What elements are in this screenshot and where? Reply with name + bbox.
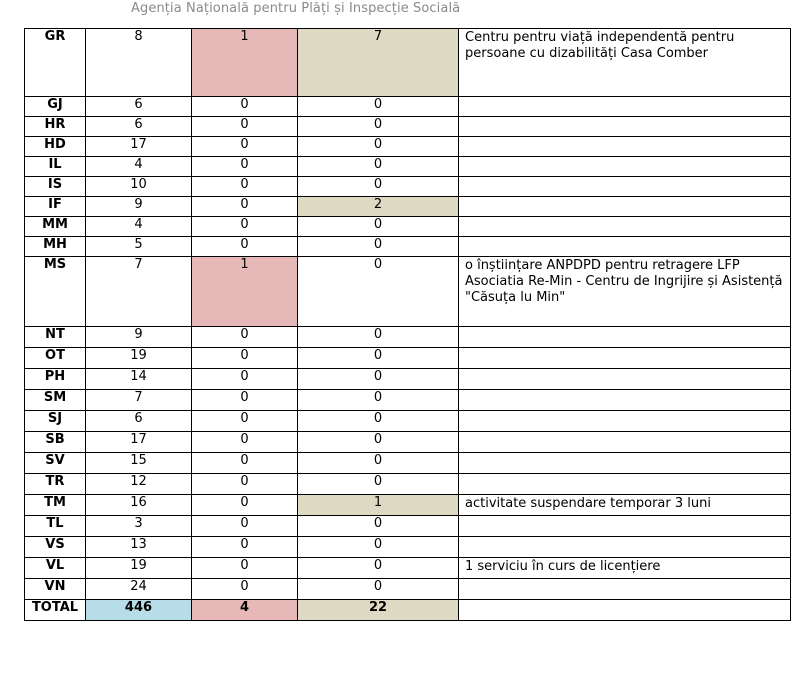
- county-code-cell: TL: [25, 516, 86, 537]
- total-count-cell: 6: [86, 117, 192, 137]
- col2-value-cell: 0: [192, 453, 298, 474]
- county-code-cell: GR: [25, 29, 86, 97]
- total-count-cell: 9: [86, 197, 192, 217]
- observation-cell: [459, 369, 791, 390]
- table-row: [25, 327, 791, 348]
- county-code-cell: VS: [25, 537, 86, 558]
- observation-cell: [459, 157, 791, 177]
- col2-value-cell: 0: [192, 237, 298, 257]
- observation-cell: [459, 432, 791, 453]
- table-row: [25, 157, 791, 177]
- col3-value-cell: 0: [298, 348, 459, 369]
- col3-value-cell: 0: [298, 453, 459, 474]
- county-code-cell: MH: [25, 237, 86, 257]
- col2-value-cell: 0: [192, 197, 298, 217]
- col3-value-cell: 0: [298, 327, 459, 348]
- total-count-cell: 15: [86, 453, 192, 474]
- col2-value-cell: 0: [192, 411, 298, 432]
- total-count-cell: 12: [86, 474, 192, 495]
- table-row: [25, 411, 791, 432]
- col3-value-cell: 0: [298, 157, 459, 177]
- col2-value-cell: 0: [192, 97, 298, 117]
- col3-value-cell: 0: [298, 474, 459, 495]
- col2-value-cell: 0: [192, 157, 298, 177]
- col2-value-cell: 0: [192, 137, 298, 157]
- table-row: [25, 474, 791, 495]
- observation-cell: [459, 177, 791, 197]
- col2-value-cell: 0: [192, 327, 298, 348]
- table-row: [25, 558, 791, 579]
- county-code-cell: IL: [25, 157, 86, 177]
- table-row: [25, 516, 791, 537]
- county-code-cell: TM: [25, 495, 86, 516]
- grand-total-cell: 446: [86, 600, 192, 621]
- county-code-cell: SB: [25, 432, 86, 453]
- county-code-cell: MM: [25, 217, 86, 237]
- observation-cell: [459, 97, 791, 117]
- col2-value-cell: 0: [192, 369, 298, 390]
- observation-cell: [459, 516, 791, 537]
- observation-cell: [459, 453, 791, 474]
- table-row: [25, 257, 791, 327]
- observation-cell: Centru pentru viață independentă pentru persoane cu dizabilități Casa Comber: [459, 29, 791, 97]
- col2-value-cell: 0: [192, 558, 298, 579]
- agency-header: Agenția Națională pentru Plăți și Inspecție Socială: [131, 1, 461, 16]
- observation-cell: [459, 137, 791, 157]
- county-code-cell: SJ: [25, 411, 86, 432]
- observation-cell: [459, 537, 791, 558]
- col3-value-cell: 7: [298, 29, 459, 97]
- col3-value-cell: 1: [298, 495, 459, 516]
- observation-cell: [459, 217, 791, 237]
- county-code-cell: HR: [25, 117, 86, 137]
- table-row: [25, 117, 791, 137]
- observation-cell: [459, 197, 791, 217]
- col3-value-cell: 0: [298, 537, 459, 558]
- col2-value-cell: 0: [192, 348, 298, 369]
- table-row: [25, 29, 791, 97]
- col3-total-cell: 22: [298, 600, 459, 621]
- county-code-cell: IF: [25, 197, 86, 217]
- table-row: [25, 390, 791, 411]
- total-count-cell: 16: [86, 495, 192, 516]
- col2-value-cell: 0: [192, 432, 298, 453]
- observation-cell: activitate suspendare temporar 3 luni: [459, 495, 791, 516]
- col2-total-cell: 4: [192, 600, 298, 621]
- observation-cell: [459, 411, 791, 432]
- total-count-cell: 10: [86, 177, 192, 197]
- total-row: [25, 600, 791, 621]
- col3-value-cell: 0: [298, 390, 459, 411]
- county-code-cell: IS: [25, 177, 86, 197]
- total-count-cell: 14: [86, 369, 192, 390]
- total-count-cell: 24: [86, 579, 192, 600]
- county-code-cell: SM: [25, 390, 86, 411]
- col2-value-cell: 0: [192, 117, 298, 137]
- observation-cell: [459, 579, 791, 600]
- county-code-cell: NT: [25, 327, 86, 348]
- total-count-cell: 7: [86, 390, 192, 411]
- table-row: [25, 197, 791, 217]
- total-count-cell: 6: [86, 411, 192, 432]
- table-row: [25, 537, 791, 558]
- county-code-cell: PH: [25, 369, 86, 390]
- col3-value-cell: 0: [298, 516, 459, 537]
- licensing-status-table: [24, 28, 791, 621]
- table-row: [25, 217, 791, 237]
- col3-value-cell: 0: [298, 97, 459, 117]
- table-row: [25, 237, 791, 257]
- col2-value-cell: 0: [192, 390, 298, 411]
- total-count-cell: 6: [86, 97, 192, 117]
- observation-cell: [459, 348, 791, 369]
- col2-value-cell: 0: [192, 495, 298, 516]
- col2-value-cell: 0: [192, 537, 298, 558]
- total-observation-cell: [459, 600, 791, 621]
- col3-value-cell: 0: [298, 137, 459, 157]
- col3-value-cell: 0: [298, 558, 459, 579]
- observation-cell: [459, 117, 791, 137]
- total-count-cell: 8: [86, 29, 192, 97]
- observation-cell: [459, 327, 791, 348]
- total-count-cell: 19: [86, 558, 192, 579]
- total-count-cell: 5: [86, 237, 192, 257]
- total-count-cell: 19: [86, 348, 192, 369]
- col3-value-cell: 0: [298, 117, 459, 137]
- total-count-cell: 13: [86, 537, 192, 558]
- total-count-cell: 4: [86, 217, 192, 237]
- table-row: [25, 137, 791, 157]
- total-count-cell: 17: [86, 137, 192, 157]
- total-count-cell: 9: [86, 327, 192, 348]
- col3-value-cell: 0: [298, 579, 459, 600]
- col3-value-cell: 0: [298, 237, 459, 257]
- col3-value-cell: 0: [298, 257, 459, 327]
- col2-value-cell: 0: [192, 217, 298, 237]
- col2-value-cell: 0: [192, 177, 298, 197]
- county-code-cell: HD: [25, 137, 86, 157]
- col3-value-cell: 2: [298, 197, 459, 217]
- col3-value-cell: 0: [298, 177, 459, 197]
- observation-cell: [459, 237, 791, 257]
- observation-cell: [459, 474, 791, 495]
- observation-cell: o înștiințare ANPDPD pentru retragere LFP Asociatia Re-Min - Centru de Ingrijire și Asistență "Căsuța lu Min": [459, 257, 791, 327]
- col2-value-cell: 0: [192, 474, 298, 495]
- table-row: [25, 432, 791, 453]
- col3-value-cell: 0: [298, 432, 459, 453]
- county-code-cell: VL: [25, 558, 86, 579]
- total-count-cell: 3: [86, 516, 192, 537]
- total-count-cell: 17: [86, 432, 192, 453]
- col2-value-cell: 0: [192, 516, 298, 537]
- col2-value-cell: 1: [192, 257, 298, 327]
- table-row: [25, 97, 791, 117]
- col2-value-cell: 1: [192, 29, 298, 97]
- total-count-cell: 4: [86, 157, 192, 177]
- table-row: [25, 495, 791, 516]
- county-code-cell: OT: [25, 348, 86, 369]
- observation-cell: 1 serviciu în curs de licențiere: [459, 558, 791, 579]
- col2-value-cell: 0: [192, 579, 298, 600]
- table-row: [25, 369, 791, 390]
- total-count-cell: 7: [86, 257, 192, 327]
- county-code-cell: MS: [25, 257, 86, 327]
- county-code-cell: TR: [25, 474, 86, 495]
- total-label-cell: TOTAL: [25, 600, 86, 621]
- col3-value-cell: 0: [298, 369, 459, 390]
- county-code-cell: VN: [25, 579, 86, 600]
- table-row: [25, 453, 791, 474]
- table-row: [25, 579, 791, 600]
- table-body: [25, 29, 791, 621]
- table-row: [25, 348, 791, 369]
- col3-value-cell: 0: [298, 411, 459, 432]
- col3-value-cell: 0: [298, 217, 459, 237]
- table-row: [25, 177, 791, 197]
- observation-cell: [459, 390, 791, 411]
- county-code-cell: GJ: [25, 97, 86, 117]
- county-code-cell: SV: [25, 453, 86, 474]
